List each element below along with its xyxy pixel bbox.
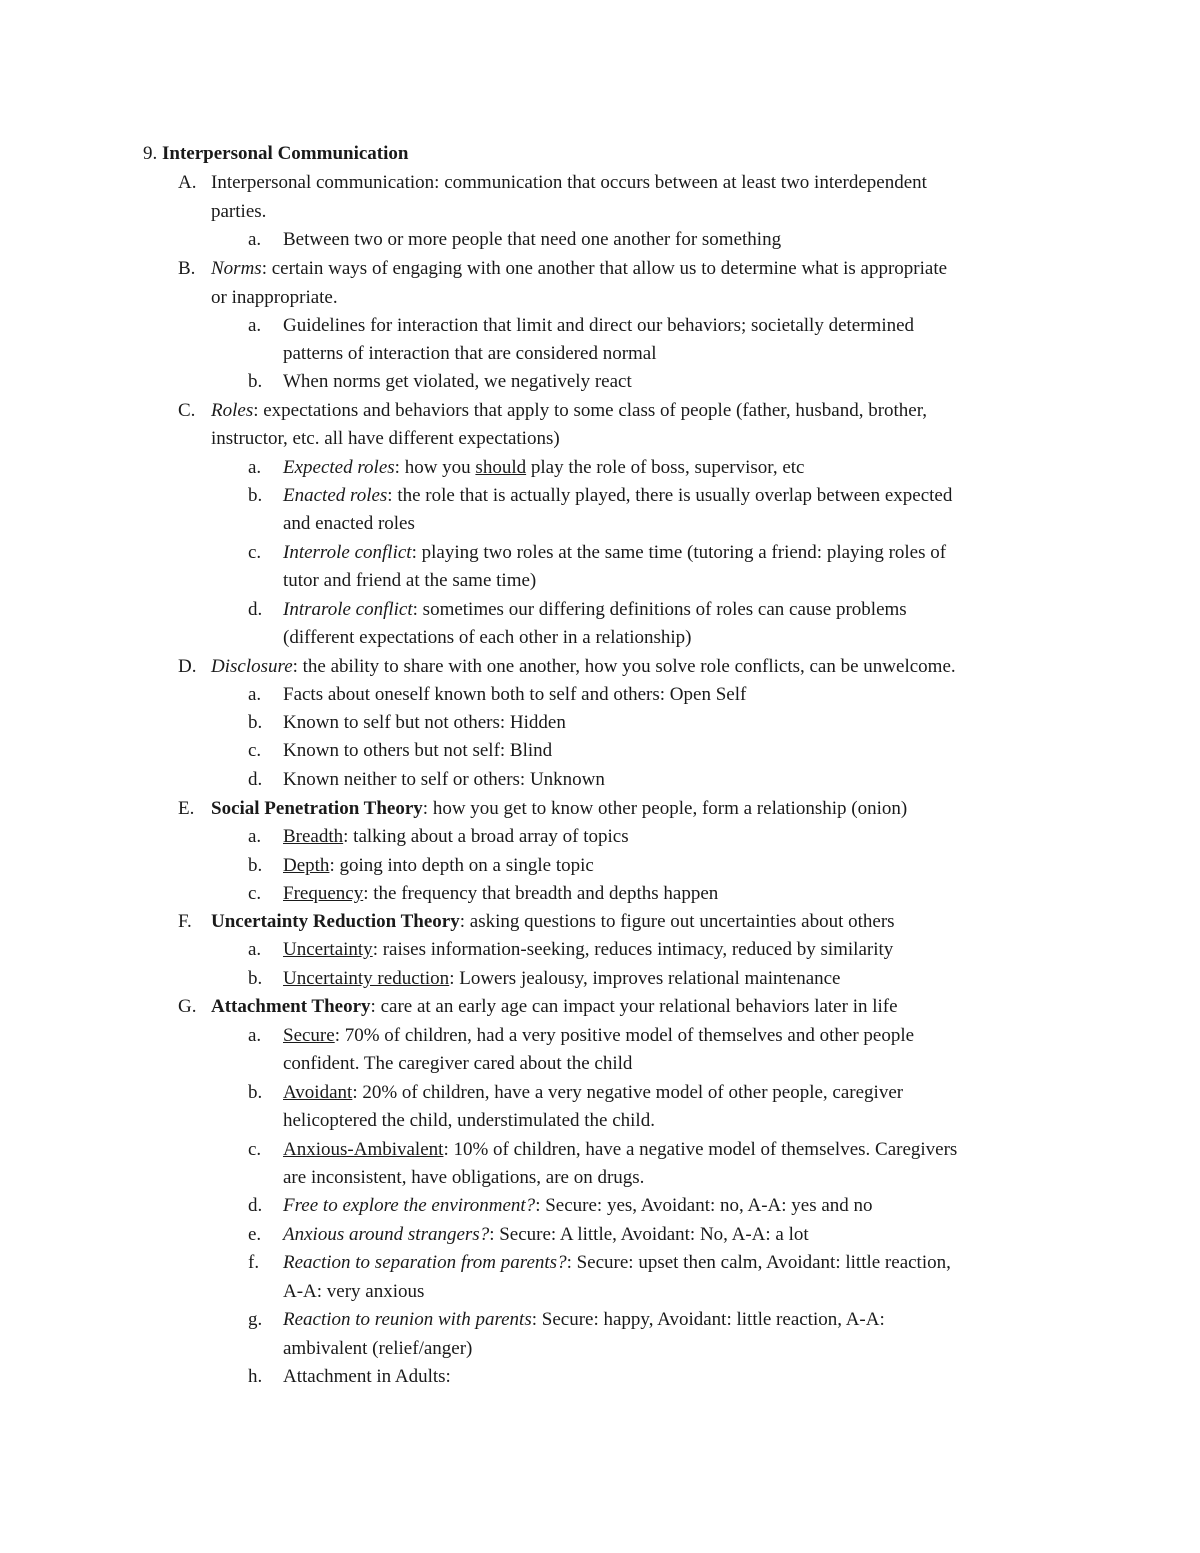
item-D-a-text: Facts about oneself known both to self and others: Open Self: [283, 684, 747, 705]
item-G-h-marker: h.: [248, 1366, 263, 1387]
item-G-d-text: [283, 1195, 873, 1217]
item-B-a-text-cont: patterns of interaction that are considered normal: [283, 343, 657, 364]
item-E-b-definition: : going into depth on a single topic: [329, 855, 594, 876]
item-G-e-marker: e.: [248, 1224, 262, 1245]
item-C-a-marker: a.: [248, 457, 262, 478]
item-E-b-marker: b.: [248, 855, 263, 876]
item-E-c-marker: c.: [248, 883, 262, 904]
item-F-definition: : asking questions to figure out uncertainties about others: [459, 911, 895, 932]
item-C-c-text: [283, 542, 946, 564]
item-E-c-text: [283, 883, 718, 905]
term-roles: Roles: [211, 400, 254, 421]
item-G-g-marker: g.: [248, 1309, 263, 1330]
item-G-e-definition: : Secure: A little, Avoidant: No, A-A: a lot: [489, 1224, 809, 1245]
item-B-text-cont: or inappropriate.: [211, 287, 338, 308]
item-G-g-definition: : Secure: happy, Avoidant: little reaction, A-A:: [531, 1309, 885, 1330]
item-G-a-text: [283, 1025, 914, 1047]
term-uncertainty-reduction: Uncertainty reduction: [283, 968, 450, 989]
item-B-a-text: Guidelines for interaction that limit and direct our behaviors; societally determined: [283, 315, 915, 336]
item-G-h-text: Attachment in Adults:: [283, 1366, 451, 1387]
section-heading: [143, 143, 408, 165]
item-A-a-text: Between two or more people that need one another for something: [283, 229, 782, 250]
item-G-d-definition: : Secure: yes, Avoidant: no, A-A: yes and no: [535, 1195, 873, 1216]
term-norms: Norms: [211, 258, 262, 279]
item-B-text: [211, 258, 947, 280]
term-enacted-roles: Enacted roles: [283, 485, 388, 506]
item-G-f-definition: : Secure: upset then calm, Avoidant: little reaction,: [566, 1252, 951, 1273]
term-social-penetration-theory: Social Penetration Theory: [211, 798, 423, 819]
item-G-c-text-cont: are inconsistent, have obligations, are on drugs.: [283, 1167, 645, 1188]
term-uncertainty-reduction-theory: Uncertainty Reduction Theory: [211, 911, 460, 932]
item-D-definition: : the ability to share with one another, how you solve role conflicts, can be unwelcome.: [292, 656, 956, 677]
term-attachment-theory: Attachment Theory: [211, 996, 371, 1017]
term-frequency: Frequency: [283, 883, 364, 904]
item-B-definition: : certain ways of engaging with one another that allow us to determine what is appropriate: [261, 258, 948, 279]
term-disclosure: Disclosure: [211, 656, 293, 677]
item-C-b-text-cont: and enacted roles: [283, 513, 415, 534]
item-C-text-cont: instructor, etc. all have different expectations): [211, 428, 560, 449]
item-A-marker: A.: [178, 172, 197, 193]
item-E-marker: E.: [178, 798, 195, 819]
item-E-a-marker: a.: [248, 826, 262, 847]
item-D-text: [211, 656, 956, 678]
item-D-d-text: Known neither to self or others: Unknown: [283, 769, 605, 790]
item-D-c-text: Known to others but not self: Blind: [283, 740, 553, 761]
item-A-text-cont: parties.: [211, 201, 267, 222]
item-D-d-marker: d.: [248, 769, 263, 790]
section-title: Interpersonal Communication: [162, 143, 409, 164]
item-G-text: [211, 996, 898, 1018]
item-G-c-definition: : 10% of children, have a negative model of themselves. Caregivers: [443, 1139, 958, 1160]
item-C-d-definition: : sometimes our differing definitions of roles can cause problems: [412, 599, 907, 620]
item-C-marker: C.: [178, 400, 196, 421]
item-G-b-definition: : 20% of children, have a very negative model of other people, caregiver: [352, 1082, 904, 1103]
item-B-b-marker: b.: [248, 371, 263, 392]
item-E-c-definition: : the frequency that breadth and depths happen: [363, 883, 719, 904]
item-C-b-marker: b.: [248, 485, 263, 506]
item-G-b-text-cont: helicoptered the child, understimulated the child.: [283, 1110, 655, 1131]
item-A-a-marker: a.: [248, 229, 262, 250]
item-D-a-marker: a.: [248, 684, 262, 705]
item-G-f-text-cont: A-A: very anxious: [283, 1281, 425, 1302]
item-E-definition: : how you get to know other people, form a relationship (onion): [422, 798, 908, 819]
term-uncertainty: Uncertainty: [283, 939, 373, 960]
item-C-definition: : expectations and behaviors that apply to some class of people (father, husband, brother,: [253, 400, 928, 421]
item-C-text: [211, 400, 927, 422]
term-reaction-to-separation: Reaction to separation from parents?: [283, 1252, 567, 1273]
item-E-a-definition: : talking about a broad array of topics: [343, 826, 629, 847]
item-G-definition: : care at an early age can impact your relational behaviors later in life: [370, 996, 898, 1017]
item-C-c-text-cont: tutor and friend at the same time): [283, 570, 537, 591]
item-E-a-text: [283, 826, 629, 848]
item-G-g-text: [283, 1309, 885, 1331]
term-avoidant: Avoidant: [283, 1082, 353, 1103]
item-F-a-definition: : raises information-seeking, reduces intimacy, reduced by similarity: [372, 939, 894, 960]
item-E-b-text: [283, 855, 594, 877]
term-reaction-to-reunion: Reaction to reunion with parents: [283, 1309, 532, 1330]
item-G-e-text: [283, 1224, 809, 1246]
item-C-c-marker: c.: [248, 542, 262, 563]
term-anxious-around-strangers: Anxious around strangers?: [283, 1224, 490, 1245]
item-B-a-marker: a.: [248, 315, 262, 336]
item-G-b-marker: b.: [248, 1082, 263, 1103]
item-F-b-text: [283, 968, 841, 990]
item-B-marker: B.: [178, 258, 196, 279]
item-F-a-text: [283, 939, 893, 961]
item-B-b-text: When norms get violated, we negatively react: [283, 371, 632, 392]
item-G-a-text-cont: confident. The caregiver cared about the child: [283, 1053, 633, 1074]
term-interrole-conflict: Interrole conflict: [283, 542, 412, 563]
item-G-a-definition: : 70% of children, had a very positive model of themselves and other people: [334, 1025, 915, 1046]
item-G-d-marker: d.: [248, 1195, 263, 1216]
item-G-f-text: [283, 1252, 951, 1274]
item-F-text: [211, 911, 895, 933]
item-G-f-marker: f.: [248, 1252, 260, 1273]
item-E-text: [211, 798, 907, 820]
item-D-marker: D.: [178, 656, 197, 677]
item-G-marker: G.: [178, 996, 197, 1017]
item-C-d-marker: d.: [248, 599, 263, 620]
item-F-b-marker: b.: [248, 968, 263, 989]
item-C-d-text-cont: (different expectations of each other in a relationship): [283, 627, 692, 648]
section-number: 9.: [143, 143, 162, 164]
item-A-text: Interpersonal communication: communication that occurs between at least two interdependent: [211, 172, 927, 193]
item-G-g-text-cont: ambivalent (relief/anger): [283, 1338, 473, 1359]
term-expected-roles: Expected roles: [283, 457, 395, 478]
item-G-c-marker: c.: [248, 1139, 262, 1160]
term-breadth: Breadth: [283, 826, 344, 847]
item-C-c-definition: : playing two roles at the same time (tutoring a friend: playing roles of: [411, 542, 947, 563]
item-F-marker: F.: [178, 911, 192, 932]
item-F-a-marker: a.: [248, 939, 262, 960]
term-free-to-explore: Free to explore the environment?: [283, 1195, 536, 1216]
term-secure: Secure: [283, 1025, 335, 1046]
item-D-c-marker: c.: [248, 740, 262, 761]
emphasis-should: should: [475, 457, 527, 478]
term-intrarole-conflict: Intrarole conflict: [283, 599, 413, 620]
item-G-b-text: [283, 1082, 903, 1104]
item-D-b-text: Known to self but not others: Hidden: [283, 712, 566, 733]
item-G-c-text: [283, 1139, 957, 1161]
item-F-b-definition: : Lowers jealousy, improves relational maintenance: [449, 968, 841, 989]
item-C-d-text: [283, 599, 907, 621]
item-G-a-marker: a.: [248, 1025, 262, 1046]
item-C-a-text: [283, 457, 804, 479]
item-C-a-pre: : how you: [394, 457, 476, 478]
term-depth: Depth: [283, 855, 330, 876]
item-C-a-post: play the role of boss, supervisor, etc: [526, 457, 805, 478]
term-anxious-ambivalent: Anxious-Ambivalent: [283, 1139, 444, 1160]
item-C-b-definition: : the role that is actually played, there is usually overlap between expected: [387, 485, 953, 506]
item-C-b-text: [283, 485, 952, 507]
item-D-b-marker: b.: [248, 712, 263, 733]
